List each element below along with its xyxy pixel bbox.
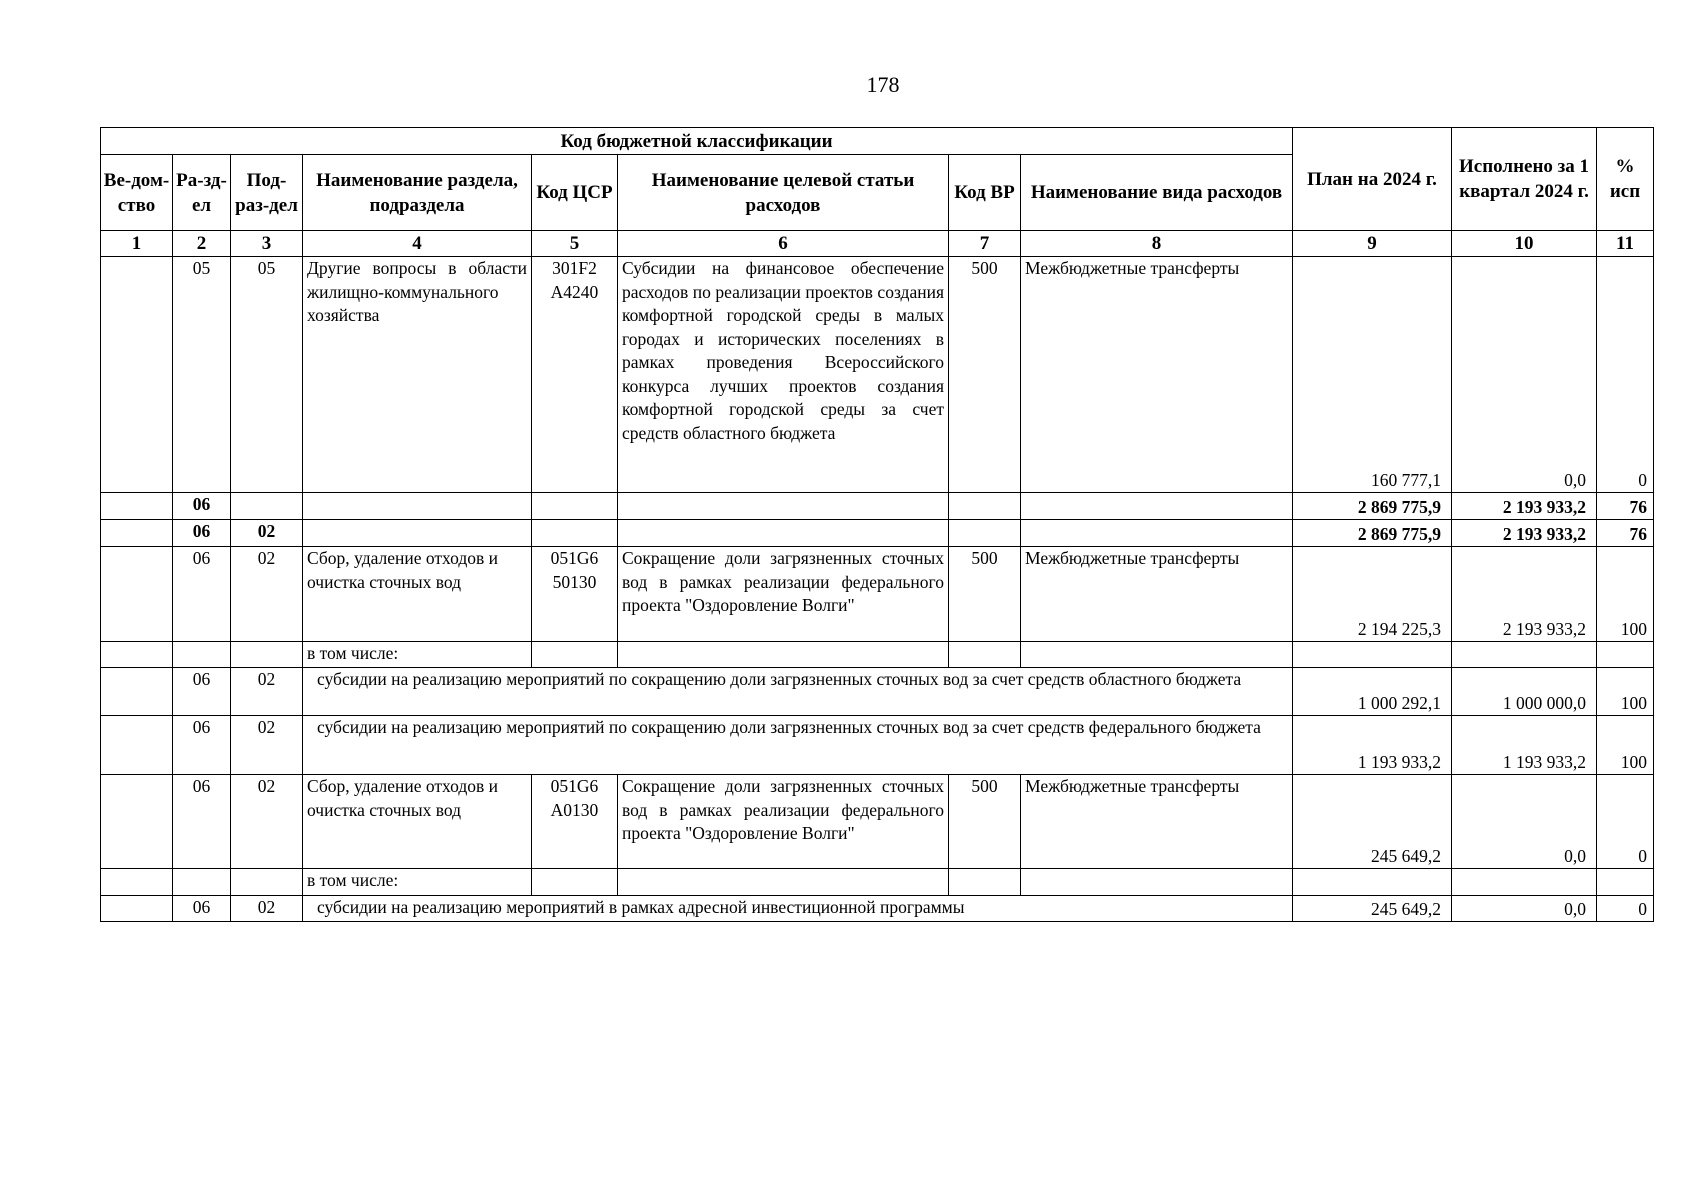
- empty-cell: [1293, 869, 1452, 896]
- csr-cell: 051G6 50130: [532, 547, 618, 642]
- vr-header: Код ВР: [949, 155, 1021, 231]
- vr-name-cell: Межбюджетные трансферты: [1021, 775, 1293, 869]
- percent-header: % исп: [1597, 128, 1654, 231]
- plan-cell: 1 000 292,1: [1293, 668, 1452, 716]
- section-name-cell: Другие вопросы в области жилищно-коммунального хозяйства: [303, 257, 532, 493]
- section-cell: 06: [173, 716, 231, 775]
- column-numbers-row: [101, 231, 1654, 257]
- subsidy-description: субсидии на реализацию мероприятий по сокращению доли загрязненных сточных вод за счет средств федерального бюджета: [303, 716, 1293, 775]
- empty-cell: [303, 493, 532, 520]
- empty-cell: [618, 520, 949, 547]
- section-cell: 05: [173, 257, 231, 493]
- column-number: 7: [949, 231, 1021, 257]
- empty-cell: [618, 642, 949, 668]
- empty-cell: [101, 668, 173, 716]
- column-number: 3: [231, 231, 303, 257]
- column-number: 5: [532, 231, 618, 257]
- column-number: 10: [1452, 231, 1597, 257]
- empty-cell: [532, 520, 618, 547]
- done-cell: 2 193 933,2: [1452, 493, 1597, 520]
- plan-cell: 2 869 775,9: [1293, 520, 1452, 547]
- done-cell: 2 193 933,2: [1452, 547, 1597, 642]
- percent-cell: 100: [1597, 716, 1654, 775]
- budget-table: [100, 127, 1654, 922]
- dept-cell: [101, 547, 173, 642]
- article-name-header: Наименование целевой статьи расходов: [618, 155, 949, 231]
- section-name-header: Наименование раздела, подраздела: [303, 155, 532, 231]
- percent-cell: 0: [1597, 896, 1654, 922]
- percent-cell: 100: [1597, 668, 1654, 716]
- section-cell: 06: [173, 547, 231, 642]
- table-row: [101, 257, 1654, 493]
- empty-cell: [618, 869, 949, 896]
- column-number: 11: [1597, 231, 1654, 257]
- subsection-cell: 02: [231, 775, 303, 869]
- including-label: в том числе:: [303, 869, 532, 896]
- plan-cell: 160 777,1: [1293, 257, 1452, 493]
- percent-cell: 76: [1597, 493, 1654, 520]
- done-cell: 1 000 000,0: [1452, 668, 1597, 716]
- table-row-including: [101, 869, 1654, 896]
- empty-cell: [949, 869, 1021, 896]
- section-cell: 06: [173, 896, 231, 922]
- empty-cell: [532, 642, 618, 668]
- page-number: 178: [866, 72, 900, 97]
- plan-cell: 245 649,2: [1293, 775, 1452, 869]
- column-number: 4: [303, 231, 532, 257]
- plan-cell: 1 193 933,2: [1293, 716, 1452, 775]
- empty-cell: [532, 869, 618, 896]
- empty-cell: [1452, 642, 1597, 668]
- table-row: [101, 775, 1654, 869]
- plan-header: План на 2024 г.: [1293, 128, 1452, 231]
- vr-name-cell: Межбюджетные трансферты: [1021, 257, 1293, 493]
- empty-cell: [532, 493, 618, 520]
- percent-cell: 100: [1597, 547, 1654, 642]
- subsidy-description: субсидии на реализацию мероприятий в рамках адресной инвестиционной программы: [303, 896, 1293, 922]
- empty-cell: [1452, 869, 1597, 896]
- empty-cell: [303, 520, 532, 547]
- empty-cell: [1021, 869, 1293, 896]
- empty-cell: [101, 642, 173, 668]
- subsection-cell: 02: [231, 716, 303, 775]
- section-name-cell: Сбор, удаление отходов и очистка сточных вод: [303, 775, 532, 869]
- empty-cell: [173, 642, 231, 668]
- subsection-header: Под-раз-дел: [231, 155, 303, 231]
- article-name-cell: Субсидии на финансовое обеспечение расходов по реализации проектов создания комфортной городской среды в малых городах и исторических поселениях в рамках проведения Всероссийского конкурса лучших проектов создания комфортной городской среды за счет средств областного бюджета: [618, 257, 949, 493]
- empty-cell: [231, 869, 303, 896]
- column-number: 8: [1021, 231, 1293, 257]
- section-name-cell: Сбор, удаление отходов и очистка сточных вод: [303, 547, 532, 642]
- empty-cell: [101, 869, 173, 896]
- section-cell: 06: [173, 775, 231, 869]
- done-cell: 2 193 933,2: [1452, 520, 1597, 547]
- section-cell: 06: [173, 668, 231, 716]
- section-cell: 06: [173, 520, 231, 547]
- empty-cell: [231, 642, 303, 668]
- table-row: [101, 547, 1654, 642]
- including-label: в том числе:: [303, 642, 532, 668]
- section-header: Ра-зд-ел: [173, 155, 231, 231]
- plan-cell: 245 649,2: [1293, 896, 1452, 922]
- csr-cell: 301F2 А4240: [532, 257, 618, 493]
- table-row-subsidy: [101, 716, 1654, 775]
- empty-cell: [949, 520, 1021, 547]
- subsection-cell: 02: [231, 668, 303, 716]
- empty-cell: [1293, 642, 1452, 668]
- csr-cell: 051G6 А0130: [532, 775, 618, 869]
- vr-cell: 500: [949, 547, 1021, 642]
- done-cell: 0,0: [1452, 896, 1597, 922]
- subsection-cell: [231, 493, 303, 520]
- empty-cell: [1021, 493, 1293, 520]
- csr-header: Код ЦСР: [532, 155, 618, 231]
- column-number: 6: [618, 231, 949, 257]
- dept-cell: [101, 493, 173, 520]
- vr-cell: 500: [949, 775, 1021, 869]
- empty-cell: [1021, 642, 1293, 668]
- table-row-total: [101, 520, 1654, 547]
- empty-cell: [1597, 869, 1654, 896]
- column-number: 9: [1293, 231, 1452, 257]
- dept-cell: [101, 775, 173, 869]
- subsection-cell: 02: [231, 896, 303, 922]
- subsection-cell: 05: [231, 257, 303, 493]
- empty-cell: [173, 869, 231, 896]
- empty-cell: [1021, 520, 1293, 547]
- article-name-cell: Сокращение доли загрязненных сточных вод в рамках реализации федерального проекта "Оздоровление Волги": [618, 775, 949, 869]
- empty-cell: [101, 716, 173, 775]
- dept-cell: [101, 257, 173, 493]
- section-cell: 06: [173, 493, 231, 520]
- dept-header: Ве-дом-ство: [101, 155, 173, 231]
- done-cell: 0,0: [1452, 257, 1597, 493]
- percent-cell: 0: [1597, 775, 1654, 869]
- done-cell: 0,0: [1452, 775, 1597, 869]
- table-row-subsidy: [101, 668, 1654, 716]
- vr-name-header: Наименование вида расходов: [1021, 155, 1293, 231]
- done-cell: 1 193 933,2: [1452, 716, 1597, 775]
- header-row-group: [101, 128, 1654, 155]
- plan-cell: 2 869 775,9: [1293, 493, 1452, 520]
- empty-cell: [949, 493, 1021, 520]
- empty-cell: [1597, 642, 1654, 668]
- table-row-including: [101, 642, 1654, 668]
- dept-cell: [101, 520, 173, 547]
- empty-cell: [618, 493, 949, 520]
- subsection-cell: 02: [231, 520, 303, 547]
- vr-name-cell: Межбюджетные трансферты: [1021, 547, 1293, 642]
- article-name-cell: Сокращение доли загрязненных сточных вод в рамках реализации федерального проекта "Оздоровление Волги": [618, 547, 949, 642]
- table-row-total: [101, 493, 1654, 520]
- empty-cell: [101, 896, 173, 922]
- column-number: 2: [173, 231, 231, 257]
- column-number: 1: [101, 231, 173, 257]
- percent-cell: 76: [1597, 520, 1654, 547]
- table-row-subsidy: [101, 896, 1654, 922]
- subsection-cell: 02: [231, 547, 303, 642]
- budget-classification-header: Код бюджетной классификации: [101, 128, 1293, 155]
- empty-cell: [949, 642, 1021, 668]
- plan-cell: 2 194 225,3: [1293, 547, 1452, 642]
- vr-cell: 500: [949, 257, 1021, 493]
- done-header: Исполнено за 1 квартал 2024 г.: [1452, 128, 1597, 231]
- subsidy-description: субсидии на реализацию мероприятий по сокращению доли загрязненных сточных вод за счет средств областного бюджета: [303, 668, 1293, 716]
- percent-cell: 0: [1597, 257, 1654, 493]
